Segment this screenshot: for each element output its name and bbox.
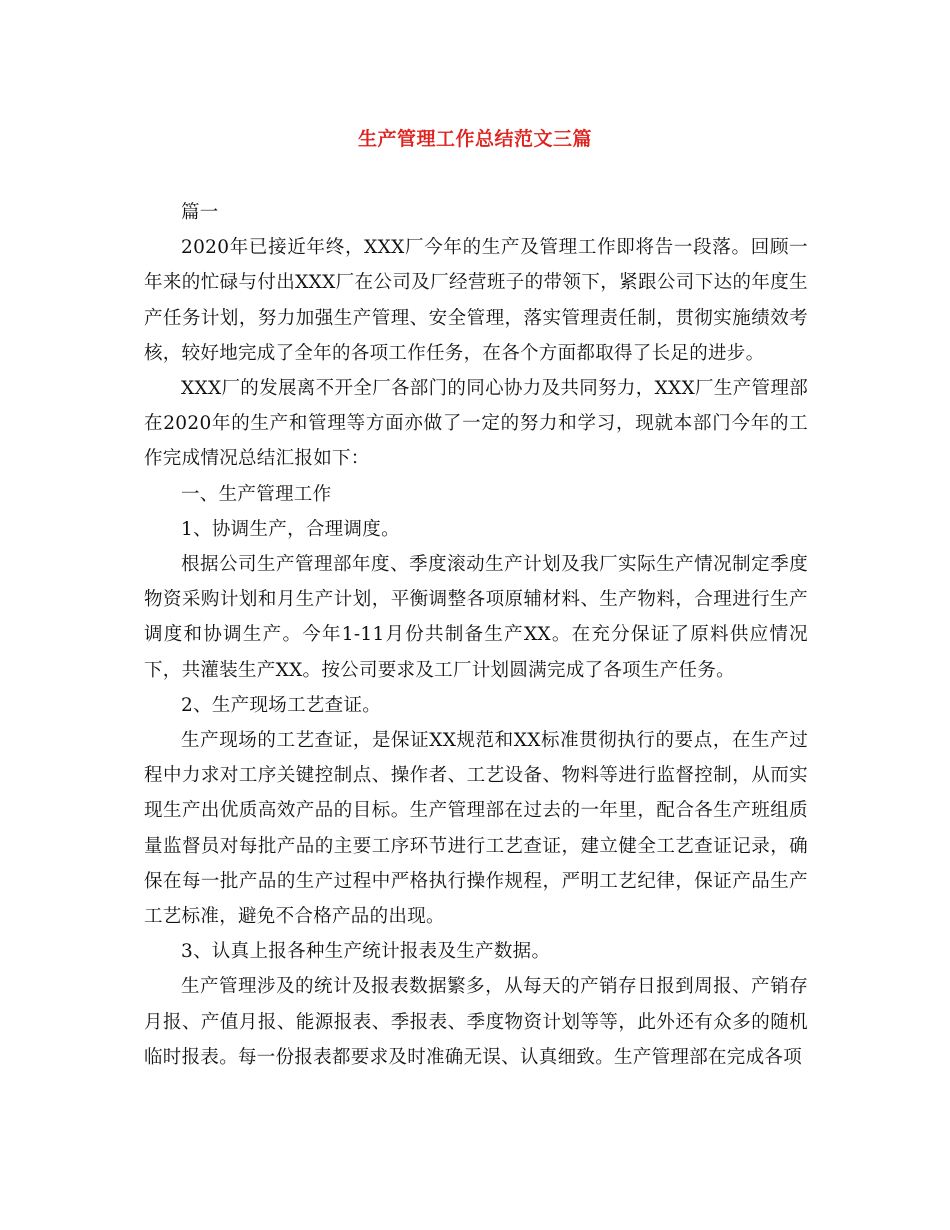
paragraph: 根据公司生产管理部年度、季度滚动生产计划及我厂实际生产情况制定季度物资采购计划和月生产计划，平衡调整各项原辅材料、生产物料，合理进行生产调度和协调生产。今年1-11月份共制备生产XX。在充分保证了原料供应情况下，共灌装生产XX。按公司要求及工厂计划圆满完成了各项生产任务。 — [144, 554, 808, 681]
paragraph: 2020年已接近年终，XXX厂今年的生产及管理工作即将告一段落。回顾一年来的忙碌与付出XXX厂在公司及厂经营班子的带领下，紧跟公司下达的年度生产任务计划，努力加强生产管理、安全管理，落实管理责任制，贯彻实施绩效考核，较好地完成了全年的各项工作任务，在各个方面都取得了长足的进步。 — [144, 237, 808, 364]
subsection-heading: 3、认真上报各种生产统计报表及生产数据。 — [181, 941, 551, 963]
paragraph: 生产管理涉及的统计及报表数据繁多，从每天的产销存日报到周报、产销存月报、产值月报、能源报表、季报表、季度物资计划等等，此外还有众多的随机临时报表。每一份报表都要求及时准确无误、认真细致。生产管理部在完成各项 — [144, 976, 808, 1068]
subsection-heading: 2、生产现场工艺查证。 — [181, 694, 382, 716]
document-body — [144, 195, 808, 1075]
paragraph: 生产现场的工艺查证，是保证XX规范和XX标准贯彻执行的要点，在生产过程中力求对工序关键控制点、操作者、工艺设备、物料等进行监督控制，从而实现生产出优质高效产品的目标。生产管理部在过去的一年里，配合各生产班组质量监督员对每批产品的主要工序环节进行工艺查证，建立健全工艺查证记录，确保在每一批产品的生产过程中严格执行操作规程，严明工艺纪律，保证产品生产工艺标准，避免不合格产品的出现。 — [144, 730, 808, 928]
paragraph: XXX厂的发展离不开全厂各部门的同心协力及共同努力，XXX厂生产管理部在2020年的生产和管理等方面亦做了一定的努力和学习，现就本部门今年的工作完成情况总结汇报如下： — [144, 378, 808, 470]
document-title: 生产管理工作总结范文三篇 — [357, 128, 592, 150]
section-label: 篇一 — [181, 202, 219, 223]
section-heading: 一、生产管理工作 — [181, 483, 332, 505]
subsection-heading: 1、协调生产，合理调度。 — [181, 518, 400, 540]
